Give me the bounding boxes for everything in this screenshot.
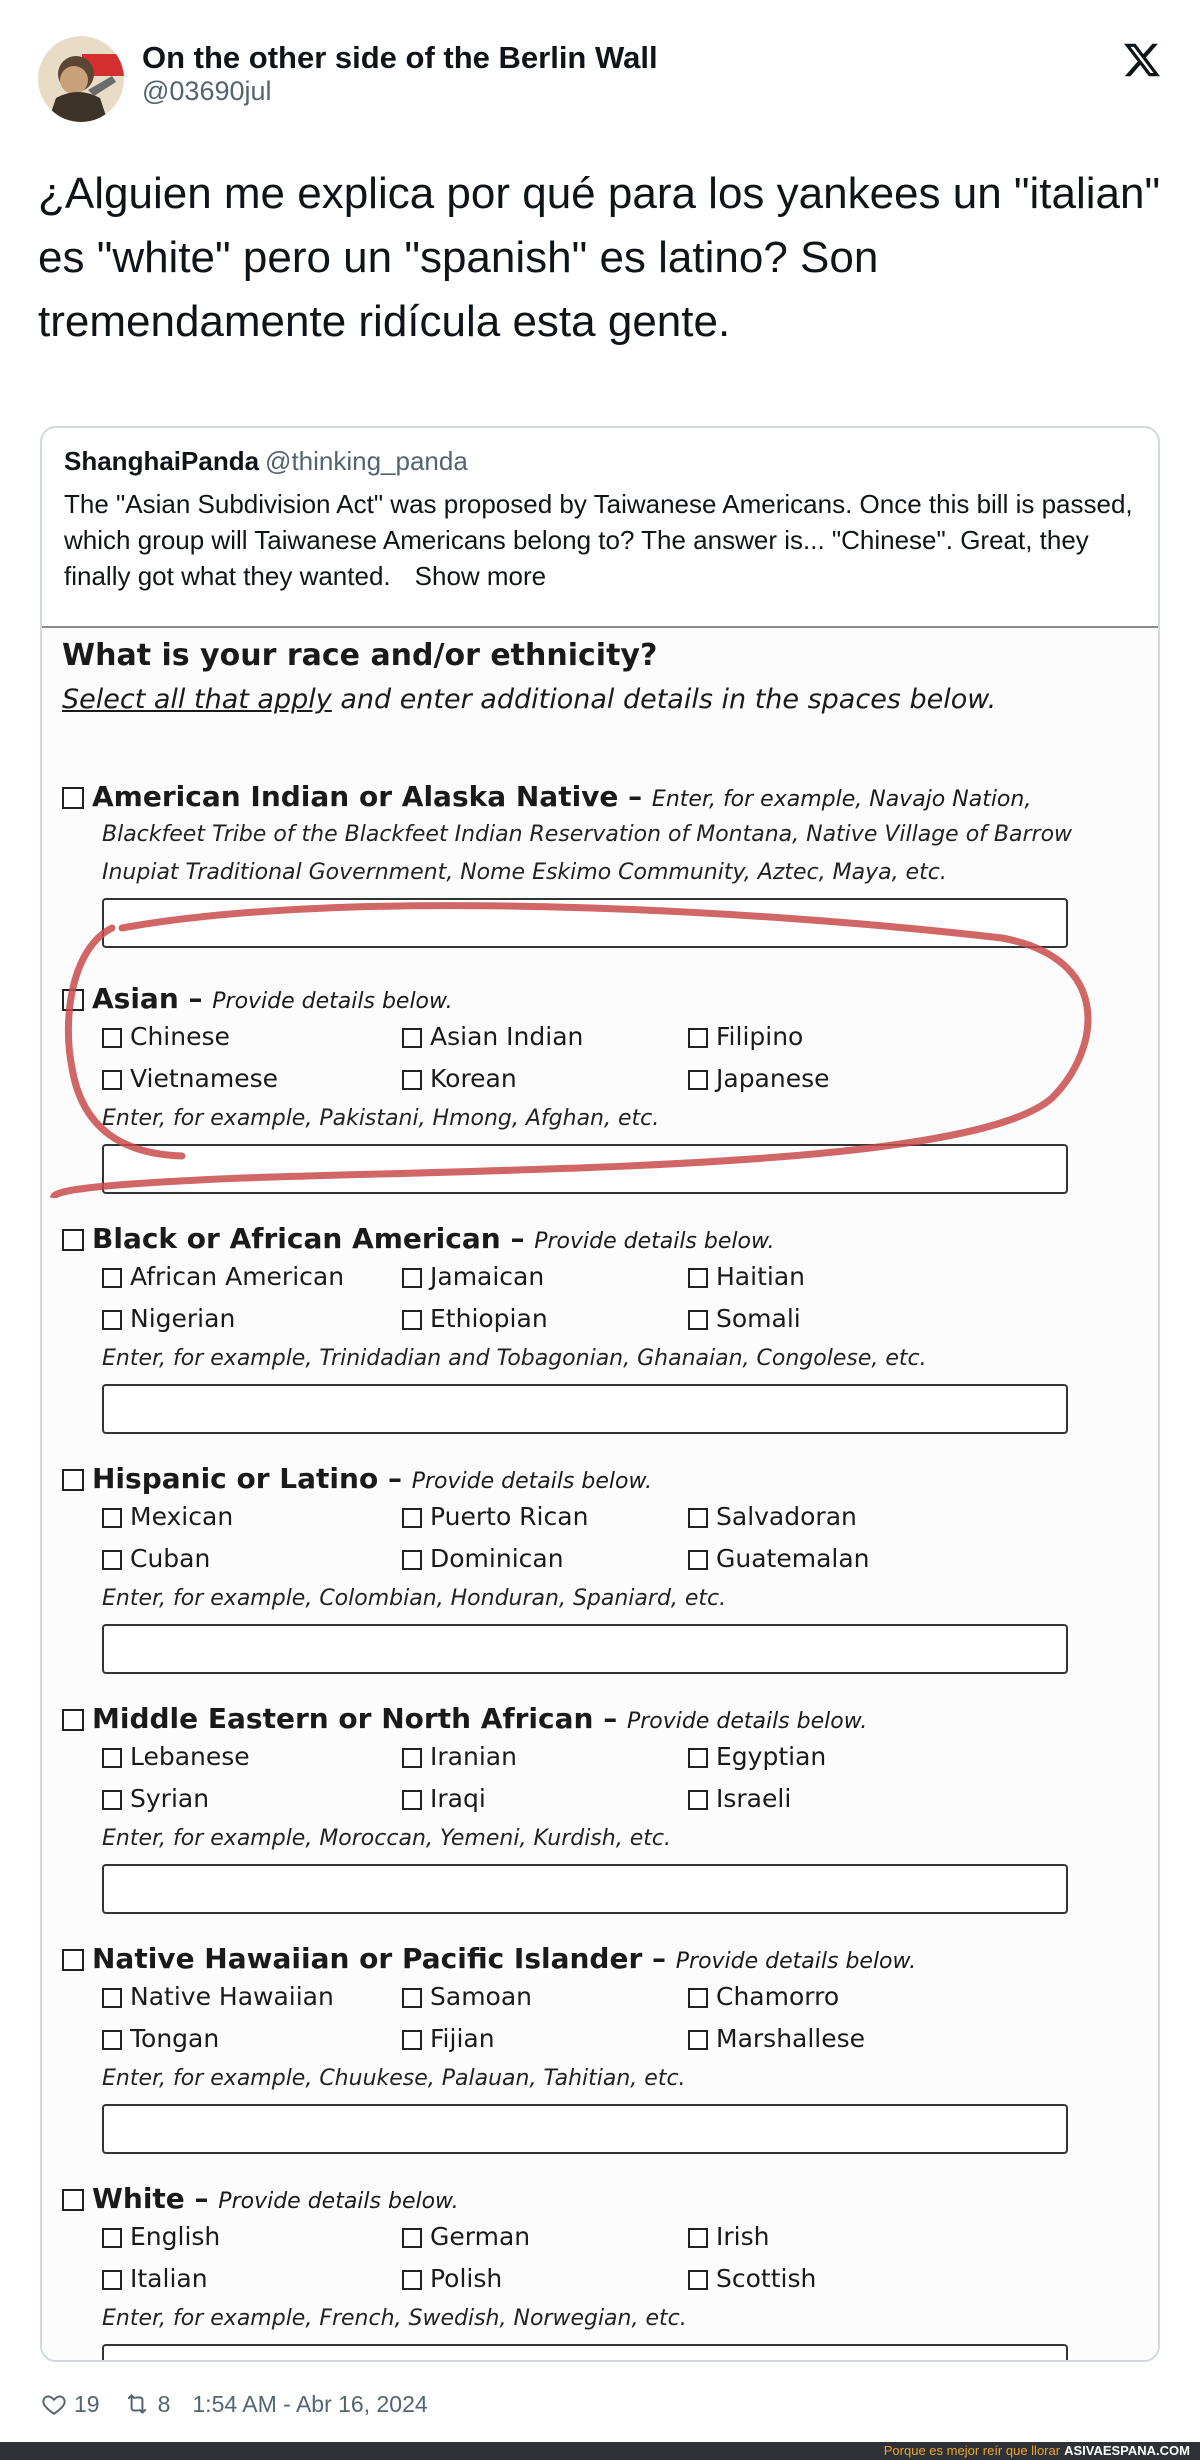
option[interactable] bbox=[688, 2024, 865, 2053]
section-name: Native Hawaiian or Pacific Islander – bbox=[92, 1942, 676, 1975]
details-field[interactable] bbox=[102, 1624, 1068, 1674]
option-label: Japanese bbox=[716, 1064, 830, 1093]
checkbox[interactable] bbox=[402, 1748, 422, 1768]
option-label: Fijian bbox=[430, 2024, 495, 2053]
quoted-tweet-card[interactable] bbox=[40, 426, 1160, 2362]
checkbox[interactable] bbox=[62, 2189, 84, 2211]
checkbox[interactable] bbox=[402, 1028, 422, 1048]
option-label: Native Hawaiian bbox=[130, 1982, 334, 2011]
option-label: Chinese bbox=[130, 1022, 230, 1051]
option-label: Asian Indian bbox=[430, 1022, 584, 1051]
option[interactable] bbox=[688, 1304, 801, 1333]
checkbox[interactable] bbox=[402, 2228, 422, 2248]
section-name: White – bbox=[92, 2182, 219, 2215]
option-label: Somali bbox=[716, 1304, 801, 1333]
option-label: Marshallese bbox=[716, 2024, 866, 2053]
checkbox[interactable] bbox=[402, 2030, 422, 2050]
option[interactable] bbox=[402, 1784, 486, 1813]
section-hispanic-latino bbox=[62, 1462, 1132, 1674]
site-watermark-bar bbox=[0, 2442, 1200, 2460]
section-hint: Provide details below. bbox=[675, 1949, 917, 1974]
example-hint: Enter, for example, Colombian, Honduran, Spaniard, etc. bbox=[102, 1586, 727, 1611]
option-label: Tongan bbox=[130, 2024, 220, 2053]
option[interactable] bbox=[688, 1742, 826, 1771]
options-row bbox=[102, 1978, 1132, 2020]
details-field[interactable] bbox=[102, 1384, 1068, 1434]
checkbox[interactable] bbox=[402, 1310, 422, 1330]
options-row bbox=[102, 1780, 1132, 1822]
x-logo-icon[interactable] bbox=[1122, 40, 1162, 80]
option-label: Scottish bbox=[716, 2264, 817, 2293]
checkbox[interactable] bbox=[402, 1790, 422, 1810]
form-subtitle-rest: and enter additional details in the spaces below. bbox=[331, 684, 997, 715]
option[interactable] bbox=[402, 2264, 502, 2293]
checkbox[interactable] bbox=[102, 1748, 122, 1768]
section-name: Middle Eastern or North African – bbox=[92, 1702, 627, 1735]
checkbox[interactable] bbox=[402, 1268, 422, 1288]
form-title: What is your race and/or ethnicity? bbox=[62, 638, 658, 673]
form-subtitle bbox=[62, 684, 996, 715]
checkbox[interactable] bbox=[102, 2228, 122, 2248]
options-row bbox=[102, 1258, 1132, 1300]
checkbox[interactable] bbox=[62, 1709, 84, 1731]
example-hint: Enter, for example, Trinidadian and Tobagonian, Ghanaian, Congolese, etc. bbox=[102, 1346, 927, 1371]
details-field[interactable] bbox=[102, 2104, 1068, 2154]
section-native-hawaiian-pacific-islander bbox=[62, 1942, 1132, 2154]
option-label: Polish bbox=[430, 2264, 503, 2293]
checkbox[interactable] bbox=[402, 1988, 422, 2008]
option[interactable] bbox=[402, 1304, 548, 1333]
option[interactable] bbox=[102, 2222, 220, 2251]
checkbox[interactable] bbox=[402, 1508, 422, 1528]
checkbox[interactable] bbox=[62, 1229, 84, 1251]
checkbox[interactable] bbox=[62, 989, 84, 1011]
checkbox[interactable] bbox=[102, 1310, 122, 1330]
option-label: English bbox=[130, 2222, 221, 2251]
option-label: Egyptian bbox=[716, 1742, 827, 1771]
quoted-form-image[interactable] bbox=[42, 626, 1158, 2362]
option[interactable] bbox=[102, 1742, 250, 1771]
details-field[interactable] bbox=[102, 1144, 1068, 1194]
avatar[interactable] bbox=[38, 36, 124, 122]
option[interactable] bbox=[102, 1064, 278, 1093]
checkbox[interactable] bbox=[102, 1268, 122, 1288]
site-tagline: Porque es mejor reír que llorar bbox=[883, 2443, 1061, 2458]
option[interactable] bbox=[688, 1064, 830, 1093]
option[interactable] bbox=[402, 1982, 532, 2011]
option-label: Chamorro bbox=[716, 1982, 840, 2011]
checkbox[interactable] bbox=[688, 2030, 708, 2050]
option[interactable] bbox=[402, 2024, 495, 2053]
options-row bbox=[102, 1540, 1132, 1582]
section-american-indian bbox=[62, 780, 1132, 948]
option-label: Ethiopian bbox=[430, 1304, 548, 1333]
retweet-button[interactable] bbox=[122, 2391, 171, 2418]
tweet-footer bbox=[40, 2386, 428, 2422]
option[interactable] bbox=[402, 1544, 564, 1573]
checkbox[interactable] bbox=[688, 2228, 708, 2248]
option-label: Jamaican bbox=[430, 1262, 545, 1291]
options-row bbox=[102, 1060, 1132, 1102]
checkbox[interactable] bbox=[688, 1310, 708, 1330]
section-hint: Provide details below. bbox=[411, 1469, 653, 1494]
checkbox[interactable] bbox=[402, 2270, 422, 2290]
section-black-african-american bbox=[62, 1222, 1132, 1434]
checkbox[interactable] bbox=[102, 1988, 122, 2008]
section-name: Black or African American – bbox=[92, 1222, 535, 1255]
checkbox[interactable] bbox=[102, 2030, 122, 2050]
section-hint: Provide details below. bbox=[626, 1709, 868, 1734]
checkbox[interactable] bbox=[102, 1790, 122, 1810]
option[interactable] bbox=[102, 2264, 208, 2293]
option-label: Israeli bbox=[716, 1784, 792, 1813]
details-field[interactable] bbox=[102, 898, 1068, 948]
example-hint: Enter, for example, Chuukese, Palauan, Tahitian, etc. bbox=[102, 2066, 686, 2091]
option-label: Dominican bbox=[430, 1544, 564, 1573]
checkbox[interactable] bbox=[402, 1550, 422, 1570]
option-label: Vietnamese bbox=[130, 1064, 278, 1093]
option-label: Haitian bbox=[716, 1262, 805, 1291]
checkbox[interactable] bbox=[688, 1748, 708, 1768]
quoted-tweet-body: The "Asian Subdivision Act" was proposed by Taiwanese Americans. Once this bill is passed, which group will Taiwanese Americans belong to? The answer is... "Chinese". Great, they finally got what they wanted. bbox=[64, 489, 1133, 591]
like-button[interactable] bbox=[40, 2391, 100, 2418]
option[interactable] bbox=[102, 1304, 235, 1333]
quoted-tweet-header bbox=[64, 446, 468, 477]
option-label: Iranian bbox=[430, 1742, 517, 1771]
section-hint: Provide details below. bbox=[534, 1229, 775, 1254]
checkbox[interactable] bbox=[102, 1508, 122, 1528]
option[interactable] bbox=[102, 1784, 209, 1813]
checkbox[interactable] bbox=[688, 1070, 708, 1090]
option-label: Filipino bbox=[716, 1022, 804, 1051]
option[interactable] bbox=[688, 2222, 769, 2251]
option[interactable] bbox=[102, 1502, 233, 1531]
option-label: German bbox=[430, 2222, 531, 2251]
checkbox[interactable] bbox=[62, 1949, 84, 1971]
checkbox[interactable] bbox=[688, 1550, 708, 1570]
option[interactable] bbox=[102, 1022, 230, 1051]
options-row bbox=[102, 1498, 1132, 1540]
option-label: Lebanese bbox=[130, 1742, 250, 1771]
retweet-icon bbox=[122, 2391, 152, 2417]
timestamp[interactable]: 1:54 AM - Abr 16, 2024 bbox=[192, 2390, 428, 2417]
section-extra-hint: Blackfeet Tribe of the Blackfeet Indian Reservation of Montana, Native Village of Barrow Inupiat Traditional Government, Nome Eskimo Community, Aztec, Maya, etc. bbox=[102, 822, 1073, 885]
option-label: African American bbox=[130, 1262, 345, 1291]
quoted-author-name[interactable]: ShanghaiPanda bbox=[64, 446, 260, 476]
option[interactable] bbox=[402, 1502, 588, 1531]
options-row bbox=[102, 2020, 1132, 2062]
option-label: Irish bbox=[716, 2222, 770, 2251]
options-row bbox=[102, 1300, 1132, 1342]
section-name: Asian – bbox=[92, 982, 213, 1015]
section-white bbox=[62, 2182, 1132, 2362]
details-field[interactable] bbox=[102, 1864, 1068, 1914]
form-subtitle-underlined: Select all that apply bbox=[62, 684, 332, 715]
avatar-image bbox=[38, 36, 124, 122]
checkbox[interactable] bbox=[688, 1508, 708, 1528]
option[interactable] bbox=[688, 2264, 816, 2293]
checkbox[interactable] bbox=[62, 787, 84, 809]
option[interactable] bbox=[402, 1262, 544, 1291]
options-row bbox=[102, 2218, 1132, 2260]
section-middle-eastern-north-african bbox=[62, 1702, 1132, 1914]
checkbox[interactable] bbox=[62, 1469, 84, 1491]
option[interactable] bbox=[688, 1022, 803, 1051]
quoted-author-handle[interactable]: @thinking_panda bbox=[265, 446, 468, 476]
quoted-tweet-text bbox=[64, 486, 1134, 594]
options-row bbox=[102, 2260, 1132, 2302]
author-name[interactable]: On the other side of the Berlin Wall bbox=[142, 40, 658, 75]
option-label: Syrian bbox=[130, 1784, 210, 1813]
section-name: Hispanic or Latino – bbox=[92, 1462, 412, 1495]
option[interactable] bbox=[102, 1982, 334, 2011]
section-hint: Provide details below. bbox=[218, 2189, 459, 2214]
option-label: Korean bbox=[430, 1064, 517, 1093]
checkbox[interactable] bbox=[102, 2270, 122, 2290]
section-name: American Indian or Alaska Native – bbox=[92, 780, 652, 813]
author-handle[interactable]: @03690jul bbox=[142, 76, 272, 106]
tweet-text: ¿Alguien me explica por qué para los yankees un "italian" es "white" pero un "spanish" es latino? Son tremendamente ridícula esta gente. bbox=[38, 169, 1161, 346]
checkbox[interactable] bbox=[102, 1028, 122, 1048]
site-name[interactable]: ASIVAESPANA.COM bbox=[1064, 2443, 1190, 2458]
option-label: Nigerian bbox=[130, 1304, 236, 1333]
checkbox[interactable] bbox=[102, 1550, 122, 1570]
details-field[interactable] bbox=[102, 2344, 1068, 2362]
checkbox[interactable] bbox=[688, 1268, 708, 1288]
option-label: Puerto Rican bbox=[430, 1502, 589, 1531]
option-label: Samoan bbox=[430, 1982, 533, 2011]
option-label: Italian bbox=[130, 2264, 208, 2293]
example-hint: Enter, for example, Pakistani, Hmong, Afghan, etc. bbox=[102, 1106, 660, 1131]
option[interactable] bbox=[102, 2024, 219, 2053]
checkbox[interactable] bbox=[688, 1988, 708, 2008]
option-label: Guatemalan bbox=[716, 1544, 870, 1573]
like-count: 19 bbox=[74, 2390, 100, 2417]
options-row bbox=[102, 1018, 1132, 1060]
retweet-count: 8 bbox=[157, 2390, 171, 2417]
checkbox[interactable] bbox=[402, 1070, 422, 1090]
option-label: Mexican bbox=[130, 1502, 234, 1531]
example-hint: Enter, for example, French, Swedish, Norwegian, etc. bbox=[102, 2306, 687, 2331]
example-hint: Enter, for example, Moroccan, Yemeni, Kurdish, etc. bbox=[102, 1826, 671, 1851]
options-row bbox=[102, 1738, 1132, 1780]
option[interactable] bbox=[402, 1022, 583, 1051]
option-label: Cuban bbox=[130, 1544, 211, 1573]
option[interactable] bbox=[402, 2222, 530, 2251]
option-label: Iraqi bbox=[430, 1784, 486, 1813]
option[interactable] bbox=[688, 1262, 805, 1291]
section-hint: Enter, for example, Navajo Nation, bbox=[651, 787, 1032, 812]
option[interactable] bbox=[402, 1064, 517, 1093]
checkbox[interactable] bbox=[688, 2270, 708, 2290]
option[interactable] bbox=[102, 1262, 344, 1291]
option-label: Salvadoran bbox=[716, 1502, 857, 1531]
option[interactable] bbox=[688, 1502, 857, 1531]
checkbox[interactable] bbox=[688, 1028, 708, 1048]
section-hint: Provide details below. bbox=[212, 989, 453, 1014]
option[interactable] bbox=[688, 1982, 839, 2011]
option[interactable] bbox=[688, 1544, 870, 1573]
checkbox[interactable] bbox=[688, 1790, 708, 1810]
tweet-header bbox=[38, 36, 1162, 126]
option[interactable] bbox=[102, 1544, 210, 1573]
show-more-link[interactable]: Show more bbox=[414, 561, 547, 591]
checkbox[interactable] bbox=[102, 1070, 122, 1090]
section-asian bbox=[62, 982, 1132, 1194]
heart-icon bbox=[40, 2391, 68, 2417]
option[interactable] bbox=[402, 1742, 517, 1771]
option[interactable] bbox=[688, 1784, 791, 1813]
